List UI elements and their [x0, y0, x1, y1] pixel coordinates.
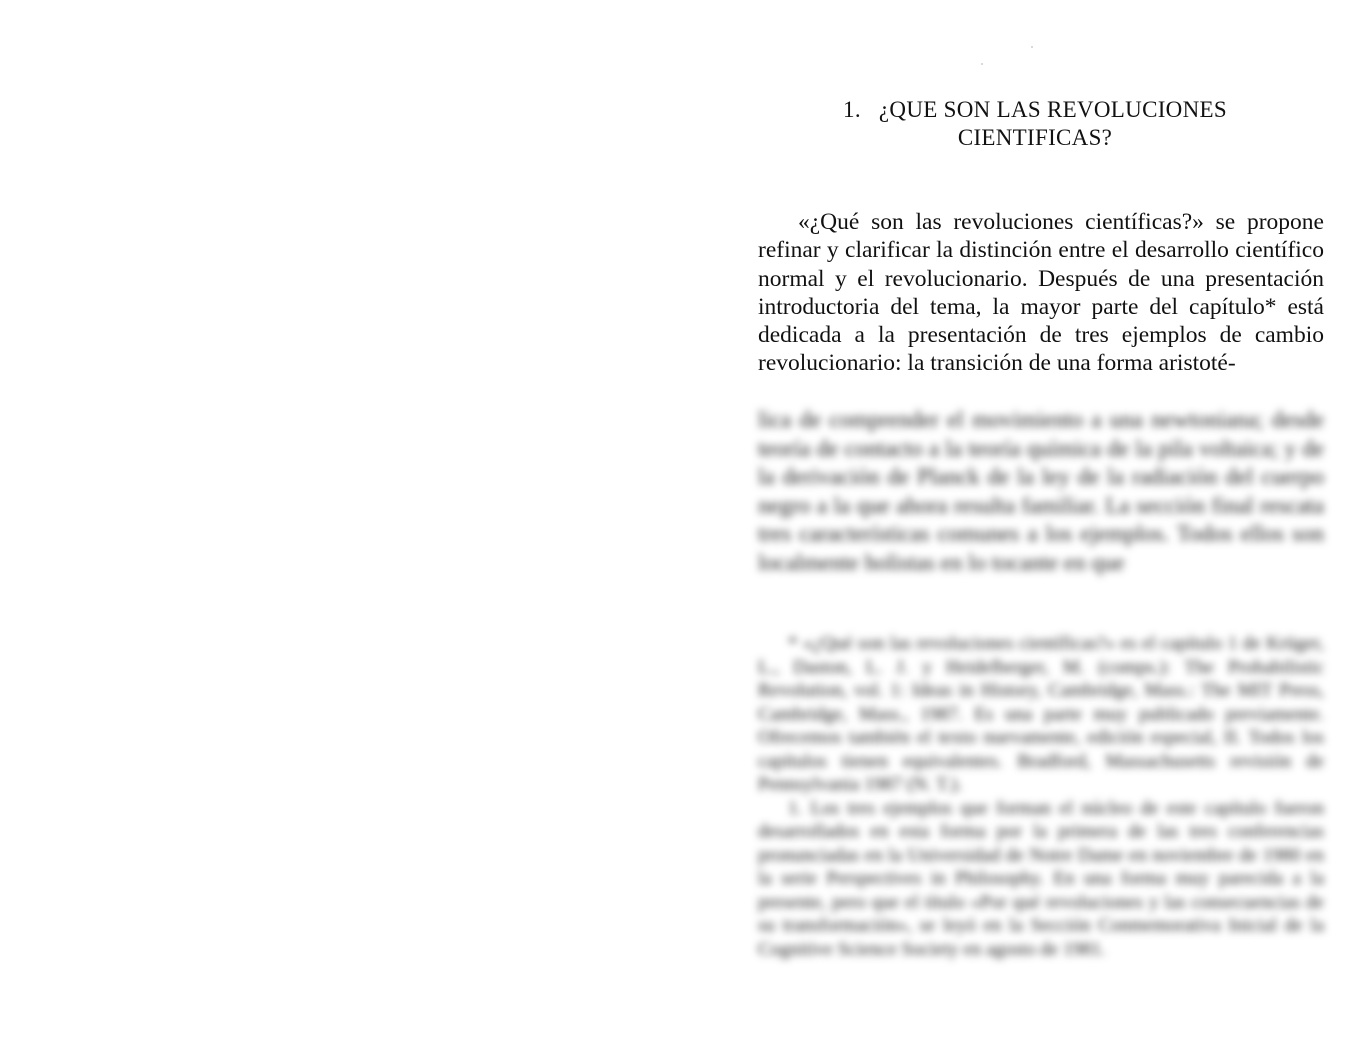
chapter-title-line2: CIENTIFICAS?: [957, 125, 1113, 150]
scan-speck: [981, 63, 983, 65]
chapter-title: [755, 96, 1315, 152]
footnotes: [758, 632, 1324, 961]
body-paragraph: «¿Qué son las revoluciones científicas?» se propone refinar y clarificar la distinción entre el desarrollo científico normal y el revolucionario. Después de una presentación introductoria del tema, la mayor parte del capítulo* está dedicada a la presentación de tres ejemplos de cambio revolucionario: la transición de una forma aristoté-: [758, 209, 1324, 377]
scan-speck: [1031, 46, 1033, 48]
footnote-1: 1. Los tres ejemplos que forman el núcleo de este capítulo fueron desarrollados en esta forma por la primera de las tres conferencias pronunciadas en la Universidad de Notre Dame en noviembre de 1980 en la serie Perspectives in Philosophy. En una forma muy parecida a la presente, pero que el título «Por qué revoluciones y las consecuencias de su transformación», se leyó en la Sección Conmemorativa Inicial de la Cognitive Science Society en agosto de 1981.: [758, 797, 1324, 960]
chapter-number: 1.: [843, 97, 861, 122]
footnote-star: * «¿Qué son las revoluciones científicas?» es el capítulo 1 de Krüger, L., Daston, L. J. y Heidelberger, M. (comps.): The Probabilistic Revolution, vol. 1: Ideas in History, Cambridge, Mass.: The MIT Press, Cambridge, Mass., 1987. Es una parte muy publicado previamente. Ofrecemos también el texto nuevamente, edición especial, II. Todos los capítulos tienen equivalentes. Bradford, Massachusetts revisión de Pennsylvania 1987 (N. T.).: [758, 633, 1324, 795]
chapter-title-line1: [755, 96, 1315, 124]
right-page: [745, 0, 1372, 1051]
chapter-title-text: ¿QUE SON LAS REVOLUCIONES: [878, 97, 1227, 122]
body-paragraph-continued: lica de comprender el movimiento a una newtoniana; desde teoría de contacto a la teoría química de la pila voltaica; y de la derivación de Planck de la ley de la radiación del cuerpo negro a la que ahora resulta familiar. La sección final rescata tres características comunes a los ejemplos. Todos ellos son localmente holistas en lo tocante en que: [758, 407, 1324, 575]
